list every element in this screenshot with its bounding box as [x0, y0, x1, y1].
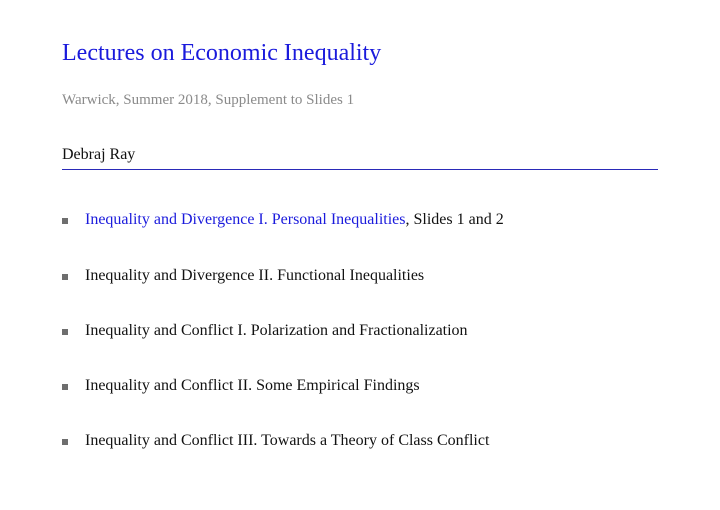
square-bullet-icon	[62, 218, 68, 224]
slide-title: Lectures on Economic Inequality	[62, 40, 382, 66]
square-bullet-icon	[62, 439, 68, 445]
list-item-text: Inequality and Conflict II. Some Empirical Findings	[85, 377, 420, 394]
list-item-suffix: , Slides 1 and 2	[405, 211, 504, 228]
author-name: Debraj Ray	[62, 146, 136, 163]
list-item-text: Inequality and Conflict I. Polarization and Fractionalization	[85, 322, 468, 339]
list-item-text	[85, 209, 504, 231]
list-item-text: Inequality and Divergence II. Functional Inequalities	[85, 267, 425, 284]
square-bullet-icon	[62, 329, 68, 335]
personal-inequalities-link[interactable]: Inequality and Divergence I. Personal Inequalities	[85, 211, 406, 228]
list-item-text: Inequality and Conflict III. Towards a Theory of Class Conflict	[85, 432, 490, 449]
slide-subtitle: Warwick, Summer 2018, Supplement to Slides 1	[62, 92, 355, 108]
square-bullet-icon	[62, 384, 68, 390]
square-bullet-icon	[62, 274, 68, 280]
